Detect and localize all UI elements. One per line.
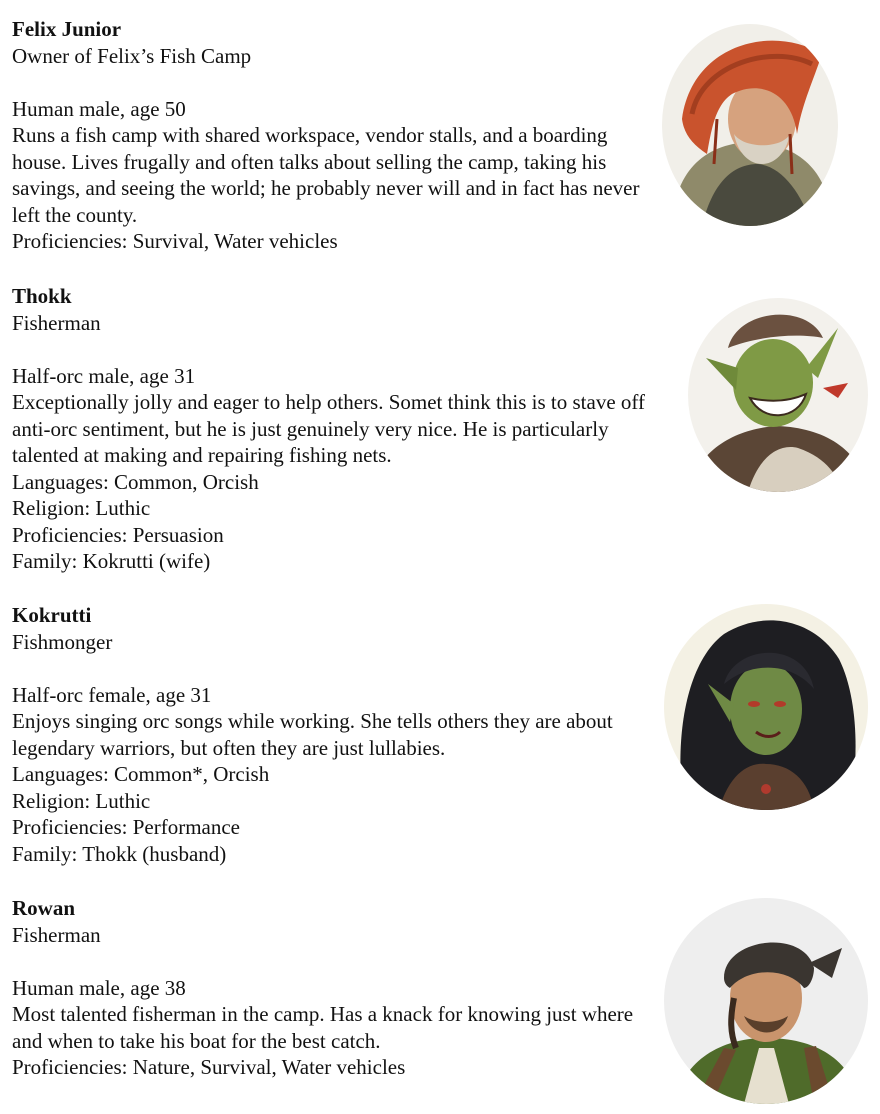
npc-title: Fisherman [12,310,101,335]
npc-title: Fishmonger [12,629,113,654]
npc-name: Felix Junior [12,17,122,41]
half-orc-woman-portrait-icon [664,604,868,810]
npc-description: Enjoys singing orc songs while working. She tells others they are about legendary warriors, but often they are just lullabies. [12,709,613,760]
npc-description: Exceptionally jolly and eager to help others. Somet think this is to stave off anti-orc sentiment, but he is just genuinely very nice. He is particularly talented at making and repairing fishing nets. [12,390,645,467]
npc-entry-rowan [12,895,652,1081]
npc-title: Owner of Felix’s Fish Camp [12,43,252,68]
npc-entry-kokrutti [12,602,652,867]
npc-title: Fisherman [12,922,101,947]
npc-race: Human male, age 50 [12,96,186,121]
npc-detail: Religion: Luthic [12,496,151,520]
npc-detail: Religion: Luthic [12,788,151,813]
npc-name: Kokrutti [12,603,92,627]
grinning-half-orc-portrait-icon [688,298,868,492]
npc-description: Runs a fish camp with shared workspace, vendor stalls, and a boarding house. Lives frugally and often talks about selling the camp, taking his savings, and seeing the world; he probably never will and in fact has never left the county. [12,123,640,227]
npc-race: Human male, age 38 [12,975,186,1000]
npc-entry-felix [12,16,652,255]
npc-detail: Languages: Common*, Orcish [12,762,270,786]
npc-name: Rowan [12,896,76,920]
hooded-old-man-portrait-icon [662,24,838,226]
npc-entry-thokk [12,283,652,575]
npc-detail: Proficiencies: Survival, Water vehicles [12,229,338,253]
npc-detail: Proficiencies: Persuasion [12,522,224,547]
npc-detail: Proficiencies: Performance [12,815,240,839]
bandana-fisherman-portrait-icon [664,898,868,1104]
npc-detail: Languages: Common, Orcish [12,469,259,494]
npc-name: Thokk [12,284,72,308]
npc-detail: Family: Kokrutti (wife) [12,549,211,573]
npc-detail: Family: Thokk (husband) [12,841,227,866]
npc-detail: Proficiencies: Nature, Survival, Water vehicles [12,1055,406,1079]
npc-race: Half-orc female, age 31 [12,682,212,707]
npc-description: Most talented fisherman in the camp. Has a knack for knowing just where and when to take his boat for the best catch. [12,1002,634,1053]
npc-race: Half-orc male, age 31 [12,363,196,388]
